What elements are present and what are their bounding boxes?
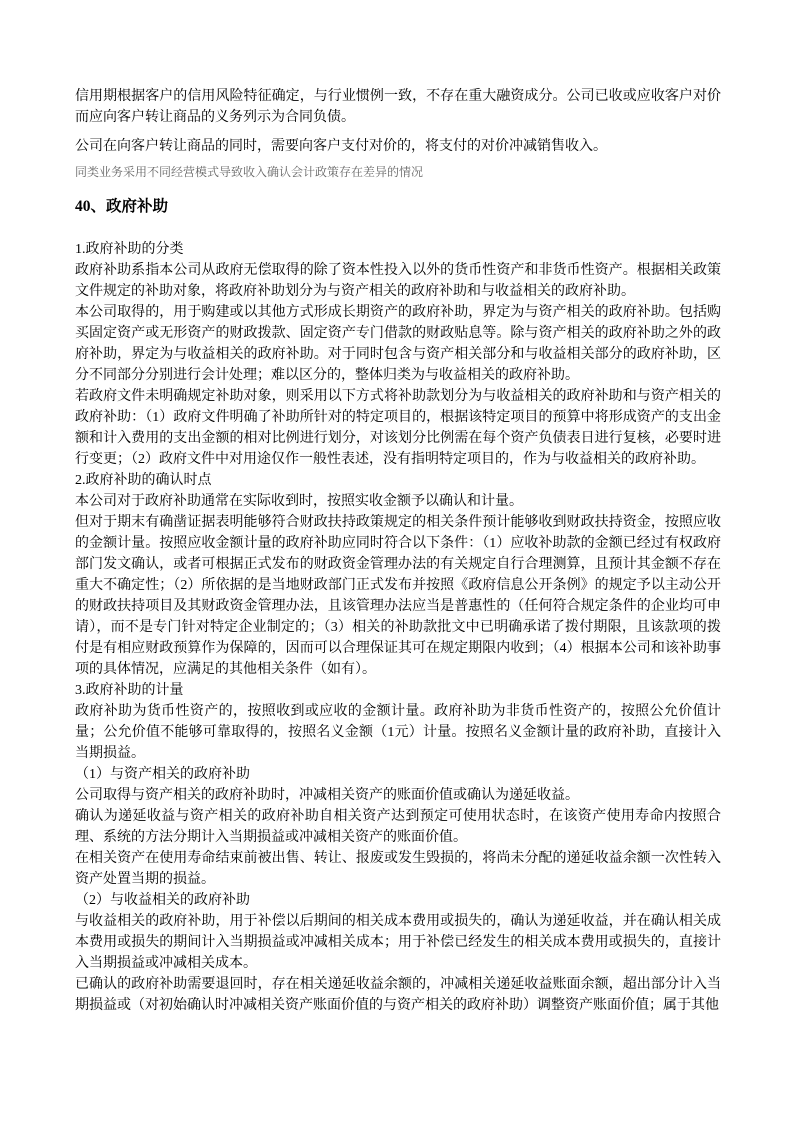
paragraph-deferred-income-amortization: 确认为递延收益与资产相关的政府补助自相关资产达到预定可使用状态时，在该资产使用寿命内按照合理、系统的方法分期计入当期损益或冲减相关资产的账面价值。 [75, 809, 721, 845]
section-heading-government-grants: 40、政府补助 [75, 198, 169, 215]
paragraph-asset-disposal: 在相关资产在使用寿命结束前被出售、转让、报废或发生毁损的，将尚未分配的递延收益余额一次性转入资产处置当期的损益。 [75, 851, 721, 887]
paragraph-asset-grant-recognition: 公司取得与资产相关的政府补助时，冲减相关资产的账面价值或确认为递延收益。 [75, 788, 579, 803]
paragraph-income-grant-treatment: 与收益相关的政府补助，用于补偿以后期间的相关成本费用或损失的，确认为递延收益，并在确认相关成本费用或损失的期间计入当期损益或冲减相关成本；用于补偿已经发生的相关成本费用或损失的，直接计入当期损益或冲减相关成本。 [75, 914, 721, 971]
item-title-asset-related: （1）与资产相关的政府补助 [75, 767, 250, 782]
item-title-income-related: （2）与收益相关的政府补助 [75, 893, 250, 908]
paragraph-recognition-conditions: 但对于期末有确凿证据表明能够符合财政扶持政策规定的相关条件预计能够收到财政扶持资金，按照应收的金额计量。按照应收金额计量的政府补助应同时符合以下条件：（1）应收补助款的金额已经过有权政府部门发文确认，或者可根据正式发布的财政资金管理办法的有关规定自行合理测算，且预计其金额不存在重大不确定性；（2）所依据的是当地财政部门正式发布并按照《政府信息公开条例》的规定予以主动公开的财政扶持项目及其财政资金管理办法，且该管理办法应当是普惠性的（任何符合规定条件的企业均可申请），而不是专门针对特定企业制定的；（3）相关的补助款批文中已明确承诺了拨付期限，且该款项的拨付是有相应财政预算作为保障的，因而可以合理保证其可在规定期限内收到；（4）根据本公司和该补助事项的具体情况，应满足的其他相关条件（如有）。 [75, 515, 721, 677]
paragraph-classification-method: 若政府文件未明确规定补助对象，则采用以下方式将补助款划分为与收益相关的政府补助和与资产相关的政府补助：（1）政府文件明确了补助所针对的特定项目的，根据该特定项目的预算中将形成资产的支出金额和计入费用的支出金额的相对比例进行划分，对该划分比例需在每个资产负债表日进行复核，必要时进行变更；（2）政府文件中对用途仅作一般性表述，没有指明特定项目的，作为与收益相关的政府补助。 [75, 389, 721, 467]
subsection-title-recognition-timing: 2.政府补助的确认时点 [75, 473, 212, 488]
paragraph-grant-refund: 已确认的政府补助需要退回时，存在相关递延收益余额的，冲减相关递延收益账面余额，超出部分计入当期损益或（对初始确认时冲减相关资产账面价值的与资产相关的政府补助）调整资产账面价值；属于其他 [75, 977, 721, 1013]
subsection-title-classification: 1.政府补助的分类 [75, 242, 184, 257]
note-gray-text: 同类业务采用不同经营模式导致收入确认会计政策存在差异的情况 [75, 165, 424, 179]
paragraph-asset-related-definition: 本公司取得的，用于购建或以其他方式形成长期资产的政府补助，界定为与资产相关的政府补助。包括购买固定资产或无形资产的财政拨款、固定资产专门借款的财政贴息等。除与资产相关的政府补助之外的政府补助，界定为与收益相关的政府补助。对于同时包含与资产相关部分和与收益相关部分的政府补助，区分不同部分分别进行会计处理；难以区分的，整体归类为与收益相关的政府补助。 [75, 305, 721, 383]
paragraph-grant-definition: 政府补助系指本公司从政府无偿取得的除了资本性投入以外的货币性资产和非货币性资产。根据相关政策文件规定的补助对象，将政府补助划分为与资产相关的政府补助和与收益相关的政府补助。 [75, 263, 721, 299]
paragraph-recognition-general: 本公司对于政府补助通常在实际收到时，按照实收金额予以确认和计量。 [75, 494, 523, 509]
paragraph-consideration-offset: 公司在向客户转让商品的同时，需要向客户支付对价的，将支付的对价冲减销售收入。 [75, 139, 607, 154]
subsection-title-measurement: 3.政府补助的计量 [75, 683, 184, 698]
paragraph-measurement-basis: 政府补助为货币性资产的，按照收到或应收的金额计量。政府补助为非货币性资产的，按照公允价值计量；公允价值不能够可靠取得的，按照名义金额（1元）计量。按照名义金额计量的政府补助，直接计入当期损益。 [75, 704, 721, 761]
paragraph-credit-period: 信用期根据客户的信用风险特征确定，与行业惯例一致，不存在重大融资成分。公司已收或应收客户对价而应向客户转让商品的义务列示为合同负债。 [75, 89, 721, 125]
